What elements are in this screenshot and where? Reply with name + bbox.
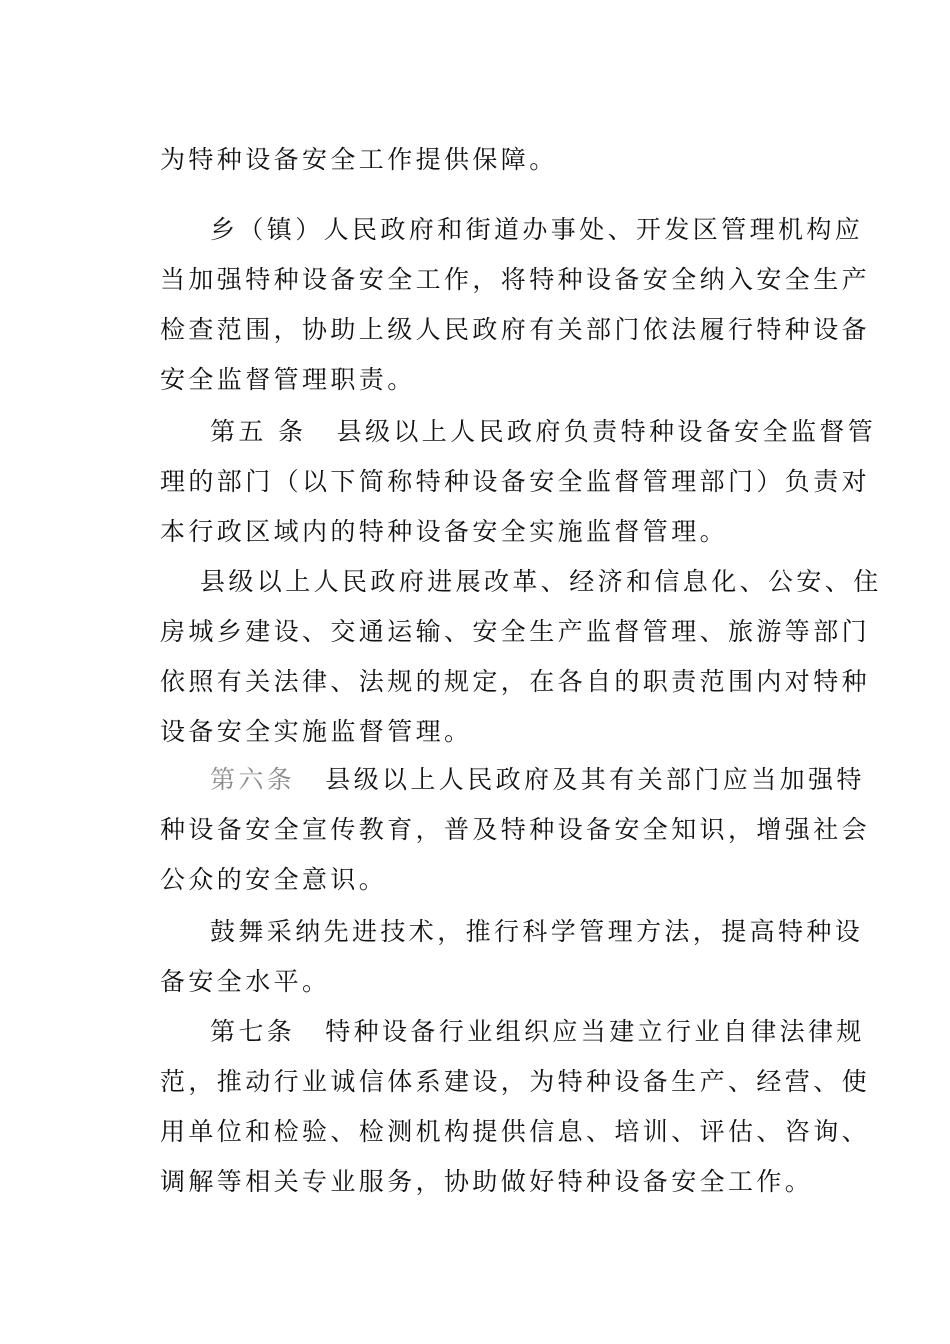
paragraph-line: 设备安全实施监督管理。	[160, 717, 473, 746]
paragraph-line: 乡（镇）人民政府和街道办事处、开发区管理机构应	[210, 215, 864, 244]
paragraph-line: 备安全水平。	[160, 967, 331, 996]
article-label: 第七条	[210, 1017, 296, 1046]
paragraph-line: 公众的安全意识。	[160, 865, 388, 894]
article-text: 县级以上人民政府及其有关部门应当加强特	[325, 765, 865, 794]
article-label: 第六条	[210, 765, 296, 794]
article-text: 县级以上人民政府负责特种设备安全监督管	[336, 417, 877, 446]
paragraph-line: 用单位和检验、检测机构提供信息、培训、评估、咨询、	[160, 1117, 871, 1146]
article-line	[210, 412, 876, 452]
article-text: 特种设备行业组织应当建立行业自律法律规	[325, 1017, 865, 1046]
paragraph-line: 鼓舞采纳先进技术，推行科学管理方法，提高特种设	[210, 917, 864, 946]
article-line	[210, 760, 865, 800]
article-label: 第五 条	[210, 417, 307, 446]
paragraph-line: 县级以上人民政府进展改革、经济和信息化、公安、住	[200, 567, 882, 596]
paragraph-line: 种设备安全宣传教育，普及特种设备安全知识，增强社会	[160, 815, 871, 844]
paragraph-line: 范，推动行业诚信体系建设，为特种设备生产、经营、使	[160, 1067, 871, 1096]
article-line	[210, 1012, 865, 1052]
paragraph-line: 检查范围，协助上级人民政府有关部门依法履行特种设备	[160, 315, 871, 344]
paragraph-line: 理的部门（以下简称特种设备安全监督管理部门）负责对	[160, 467, 871, 496]
paragraph-line: 本行政区域内的特种设备安全实施监督管理。	[160, 517, 729, 546]
paragraph-line: 调解等相关专业服务，协助做好特种设备安全工作。	[160, 1167, 814, 1196]
paragraph-line: 安全监督管理职责。	[160, 365, 416, 394]
paragraph-line: 为特种设备安全工作提供保障。	[160, 145, 558, 174]
paragraph-line: 当加强特种设备安全工作，将特种设备安全纳入安全生产	[160, 265, 871, 294]
paragraph-line: 房城乡建设、交通运输、安全生产监督管理、旅游等部门	[160, 617, 871, 646]
paragraph-line: 依照有关法律、法规的规定，在各自的职责范围内对特种	[160, 667, 871, 696]
